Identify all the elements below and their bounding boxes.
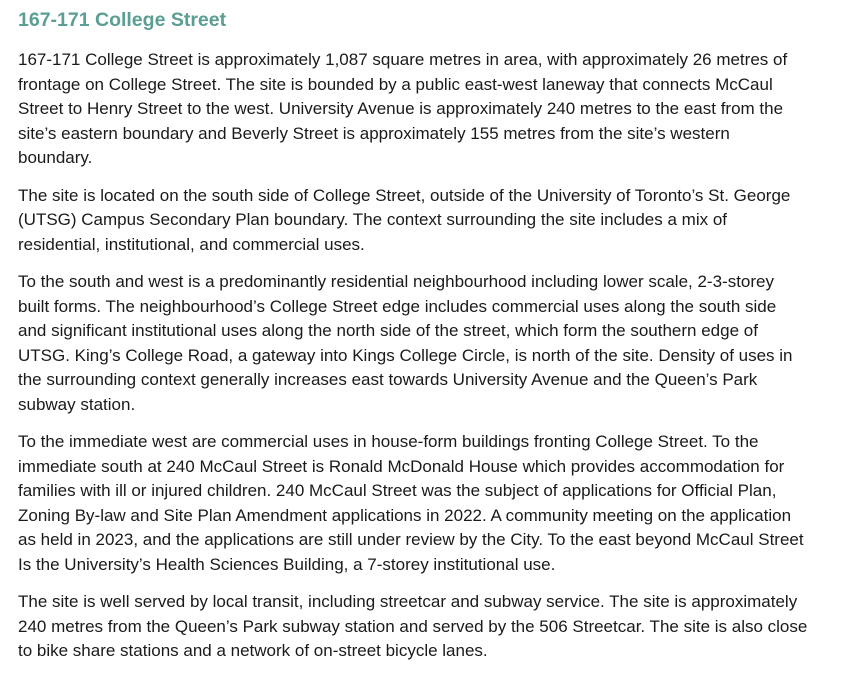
section-heading: 167-171 College Street	[18, 9, 227, 31]
paragraph-immediate-surroundings: To the immediate west are commercial uses in house-form buildings fronting College Street. To the immediate south at 240 McCaul Street is Ronald McDonald House which provides accommodation for families with ill or injured children. 240 McCaul Street was the subject of applications for Official Plan, Zoning By-law and Site Plan Amendment applications in 2022. A community meeting on the application as held in 2023, and the applications are still under review by the City. To the east beyond McCaul Street Is the University’s Health Sciences Building, a 7-storey institutional use.	[18, 432, 804, 574]
paragraph-site-description: 167-171 College Street is approximately 1,087 square metres in area, with approximately 26 metres of frontage on College Street. The site is bounded by a public east-west laneway that connects McCaul Street to Henry Street to the west. University Avenue is approximately 240 metres to the east from the site’s eastern boundary and Beverly Street is approximately 155 metres from the site’s western boundary.	[18, 50, 788, 167]
document-content	[18, 7, 808, 677]
paragraph-location-context: The site is located on the south side of College Street, outside of the University of Toronto’s St. George (UTSG) Campus Secondary Plan boundary. The context surrounding the site includes a mix of residential, institutional, and commercial uses.	[18, 185, 791, 254]
paragraph-transit: The site is well served by local transit, including streetcar and subway service. The site is approximately 240 metres from the Queen’s Park subway station and served by the 506 Streetcar. The site is also close to bike share stations and a network of on-street bicycle lanes.	[18, 592, 808, 660]
paragraph-neighbourhood: To the south and west is a predominantly residential neighbourhood including lower scale, 2-3-storey built forms. The neighbourhood’s College Street edge includes commercial uses along the south side and significant institutional uses along the north side of the street, which form the southern edge of UTSG. King’s College Road, a gateway into Kings College Circle, is north of the site. Density of uses in the surrounding context generally increases east towards University Avenue and the Queen’s Park subway station.	[18, 272, 793, 414]
